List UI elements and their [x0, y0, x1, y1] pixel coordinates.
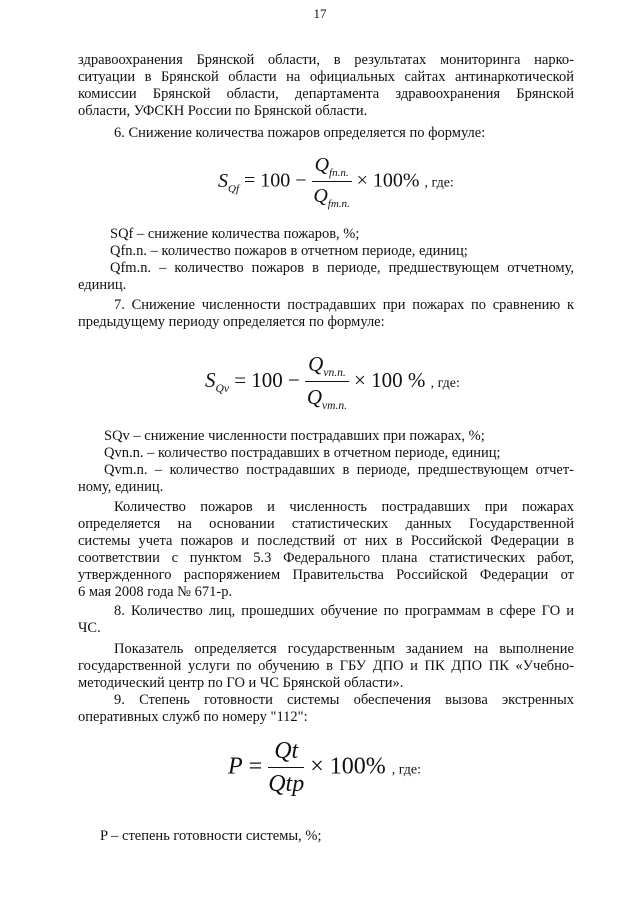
- definition-line: единиц.: [78, 277, 127, 293]
- text-line: ЧС.: [78, 620, 101, 636]
- formula-equals: = 100 −: [234, 368, 300, 392]
- definition-line: Qvm.n. – количество пострадавших в периоде, предшествующем отчет-: [104, 462, 574, 478]
- definition-line: Qvn.n. – количество пострадавших в отчетном периоде, единиц;: [104, 445, 501, 461]
- text-line: предыдущему периоду определяется по формуле:: [78, 314, 385, 330]
- text-line: 9. Степень готовности системы обеспечения вызова экстренных: [114, 692, 574, 708]
- text-line: государственной услуги по обучению в ГБУ ДПО и ПК ДПО ПК «Учебно-: [78, 658, 574, 674]
- definition-line: Qfm.n. – количество пожаров в периоде, предшествующем отчетному,: [110, 260, 574, 276]
- formula-suffix: , где:: [430, 376, 460, 391]
- text-line: оперативных служб по номеру "112":: [78, 709, 308, 725]
- formula2-definitions: [104, 428, 574, 479]
- definition-line: SQf – снижение количества пожаров, %;: [110, 226, 360, 242]
- definition-line: SQv – снижение численности пострадавших при пожарах, %;: [104, 428, 485, 444]
- formula-fraction: $\frac{Q_{fn.n.}}{Q_{fm.n.}}$: [313, 154, 350, 210]
- formula-lhs: P: [228, 753, 243, 780]
- formula-equals: =: [248, 753, 263, 780]
- text-line: определяется на основании статистических данных Государственной: [78, 516, 574, 532]
- definition-line: Qfn.n. – количество пожаров в отчетном периоде, единиц;: [110, 243, 468, 259]
- text-line: комиссии Брянской области, департамента здравоохранения Брянской: [78, 86, 574, 102]
- text-line: методический центр по ГО и ЧС Брянской области».: [78, 675, 404, 691]
- text-line: области, УФСКН России по Брянской области.: [78, 103, 368, 119]
- formula-victims-reduction: [205, 352, 460, 412]
- task-paragraph: [78, 641, 574, 692]
- text-line: утвержденного распоряжением Правительства Российской Федерации от: [78, 567, 574, 583]
- intro-paragraph: [78, 52, 574, 120]
- formula-readiness: [228, 738, 421, 798]
- item7-paragraph: [78, 297, 574, 331]
- definition-line: P – степень готовности системы, %;: [100, 828, 322, 844]
- text-line: 6 мая 2008 года № 671-р.: [78, 584, 233, 600]
- text-line: 7. Снижение численности пострадавших при пожарах по сравнению к: [114, 297, 574, 313]
- formula-equals: = 100 −: [244, 169, 307, 192]
- text-line: системы учета пожаров и последствий от них в Российской Федерации в: [78, 533, 574, 549]
- formula-suffix: , где:: [391, 762, 422, 778]
- text-line: Показатель определяется государственным заданием на выполнение: [114, 641, 574, 657]
- formula-multiplier: × 100%: [356, 169, 420, 192]
- definition-line: ному, единиц.: [78, 479, 164, 495]
- formula-suffix: , где:: [424, 175, 454, 191]
- text-line: 8. Количество лиц, прошедших обучение по программам в сфере ГО и: [114, 603, 574, 619]
- statistics-paragraph: [78, 499, 574, 601]
- item9-paragraph: [78, 692, 574, 726]
- item6-heading: 6. Снижение количества пожаров определяется по формуле:: [114, 125, 486, 141]
- item8-paragraph: [78, 603, 574, 637]
- formula-fraction: $\frac{Qt}{\text{Qtp}}$: [268, 738, 305, 797]
- text-line: соответствии с пунктом 5.3 Федерального плана статистических работ,: [78, 550, 574, 566]
- formula-multiplier: × 100%: [310, 753, 386, 780]
- text-line: здравоохранения Брянской области, в результатах мониторинга нарко-: [78, 52, 574, 68]
- text-line: Количество пожаров и численность пострадавших при пожарах: [114, 499, 574, 515]
- formula-fraction: $\frac{Q_{vn.n.}}{Q_{vm.n.}}$: [306, 352, 348, 413]
- formula-fire-reduction: [218, 154, 454, 210]
- text-line: ситуации в Брянской области на официальных сайтах антинаркотической: [78, 69, 574, 85]
- page-number: 17: [313, 6, 327, 21]
- formula-multiplier: × 100 %: [354, 368, 426, 392]
- formula-lhs: $S_{Qv}$: [205, 368, 229, 396]
- formula1-definitions: [110, 226, 574, 277]
- formula-lhs: $S_{Qf}$: [218, 169, 239, 195]
